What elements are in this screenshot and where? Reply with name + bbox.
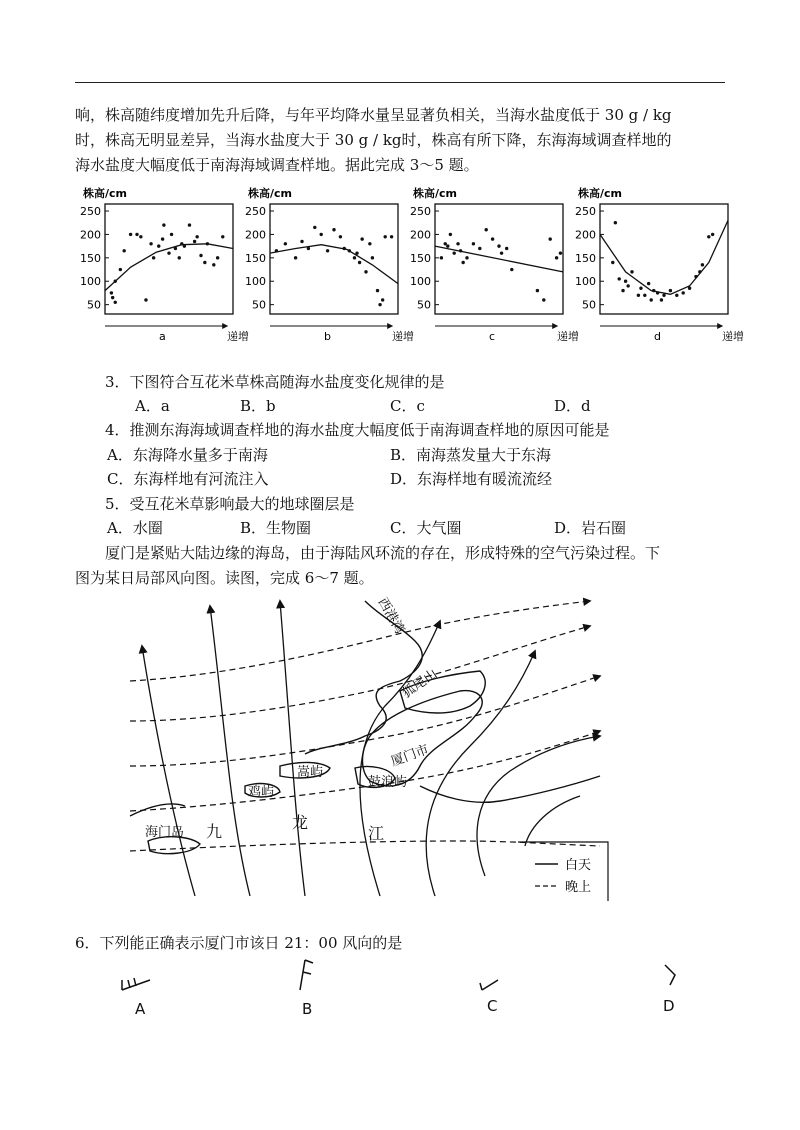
label-long: 龙 — [292, 813, 309, 832]
data-point — [300, 240, 303, 243]
y-tick-label: 50 — [582, 298, 596, 312]
q4-option-a[interactable]: A．东海降水量多于南海 — [107, 446, 268, 464]
data-point — [216, 256, 219, 259]
data-point — [656, 291, 659, 294]
data-point — [637, 294, 640, 297]
data-point — [360, 237, 363, 240]
data-point — [174, 247, 177, 250]
data-point — [135, 233, 138, 236]
y-tick-label: 100 — [80, 275, 101, 289]
data-point — [343, 247, 346, 250]
y-tick-label: 250 — [410, 205, 431, 219]
q5-option-c[interactable]: C．大气圈 — [390, 519, 462, 537]
data-point — [284, 242, 287, 245]
y-tick-label: 50 — [417, 298, 431, 312]
data-point — [536, 289, 539, 292]
data-point — [669, 289, 672, 292]
x-axis-label: 递增 — [392, 330, 414, 343]
chart-label: d — [654, 330, 661, 343]
chart-frame — [270, 204, 398, 314]
wind-symbol-d[interactable] — [665, 965, 675, 985]
scatter-charts — [75, 186, 744, 356]
data-point — [157, 244, 160, 247]
data-point — [381, 298, 384, 301]
data-point — [199, 254, 202, 257]
night-wind-lines — [130, 601, 600, 851]
data-point — [505, 247, 508, 250]
chart-a — [80, 186, 249, 343]
label-huweishan: 狐尾山 — [399, 666, 441, 702]
y-tick-label: 50 — [252, 298, 266, 312]
data-point — [114, 301, 117, 304]
y-axis-label: 株高/cm — [83, 187, 127, 200]
legend-night-label: 晚上 — [565, 880, 592, 895]
day-line-3 — [280, 601, 305, 896]
data-point — [491, 237, 494, 240]
data-point — [630, 270, 633, 273]
y-tick-label: 150 — [410, 251, 431, 265]
data-point — [114, 280, 117, 283]
data-point — [614, 221, 617, 224]
y-tick-label: 200 — [575, 228, 596, 242]
data-point — [355, 251, 358, 254]
intro-paragraph — [75, 103, 725, 178]
y-tick-label: 250 — [575, 205, 596, 219]
chart-d — [575, 186, 744, 343]
data-point — [618, 277, 621, 280]
data-point — [307, 247, 310, 250]
map-legend — [518, 842, 608, 901]
data-point — [444, 242, 447, 245]
intro-line-3: 海水盐度大幅度低于南海海域调查样地。据此完成 3～5 题。 — [75, 156, 479, 174]
data-point — [660, 298, 663, 301]
data-point — [378, 303, 381, 306]
data-point — [643, 294, 646, 297]
wind-symbol-b[interactable] — [300, 960, 313, 990]
data-point — [459, 249, 462, 252]
data-point — [440, 256, 443, 259]
data-point — [472, 242, 475, 245]
chart-frame — [105, 204, 233, 314]
coastline — [130, 601, 600, 854]
data-point — [478, 247, 481, 250]
y-axis-label: 株高/cm — [578, 187, 622, 200]
data-point — [206, 242, 209, 245]
data-point — [390, 235, 393, 238]
question-5-stem: 5．受互花米草影响最大的地球圈层是 — [105, 495, 355, 513]
trend-line — [270, 245, 398, 284]
y-tick-label: 200 — [410, 228, 431, 242]
data-point — [195, 235, 198, 238]
label-gulangyu: 鼓浪屿 — [368, 775, 408, 790]
question-4-stem: 4．推测东海海域调查样地的海水盐度大幅度低于南海调查样地的原因可能是 — [105, 421, 610, 439]
data-point — [193, 240, 196, 243]
data-point — [178, 256, 181, 259]
data-point — [119, 268, 122, 271]
y-tick-label: 150 — [80, 251, 101, 265]
data-point — [639, 287, 642, 290]
data-point — [368, 242, 371, 245]
west-coast — [130, 804, 185, 816]
data-point — [510, 268, 513, 271]
data-point — [203, 261, 206, 264]
label-haimendao: 海门岛 — [145, 825, 185, 840]
data-point — [650, 298, 653, 301]
data-point — [456, 242, 459, 245]
data-point — [221, 235, 224, 238]
legend-day-label: 白天 — [565, 858, 592, 873]
data-point — [161, 237, 164, 240]
q5-option-b[interactable]: B．生物圈 — [240, 519, 312, 537]
question-6-stem: 6．下列能正确表示厦门市该日 21：00 风向的是 — [75, 934, 403, 952]
q3-option-b[interactable]: B．b — [240, 397, 276, 415]
data-point — [698, 270, 701, 273]
trend-line — [435, 246, 563, 272]
data-point — [461, 261, 464, 264]
header-rule — [75, 82, 725, 83]
data-point — [647, 282, 650, 285]
data-point — [500, 251, 503, 254]
wind-direction-options — [100, 950, 720, 1030]
data-point — [453, 251, 456, 254]
q4-option-c[interactable]: C．东海样地有河流注入 — [107, 470, 269, 488]
data-point — [559, 251, 562, 254]
data-point — [183, 244, 186, 247]
x-axis-label: 递增 — [227, 330, 249, 343]
data-point — [542, 298, 545, 301]
q6-option-a[interactable]: A — [135, 1000, 146, 1018]
q3-option-a[interactable]: A．a — [135, 397, 170, 415]
wind-symbol-c[interactable] — [480, 980, 498, 990]
legend-frame — [518, 842, 608, 901]
wind-symbols — [122, 960, 675, 990]
data-point — [332, 228, 335, 231]
passage-2-line-1: 厦门是紧贴大陆边缘的海岛，由于海陆风环流的存在，形成特殊的空气污染过程。下 — [105, 544, 661, 562]
q3-option-c[interactable]: C．c — [390, 397, 425, 415]
data-point — [611, 261, 614, 264]
data-point — [707, 235, 710, 238]
data-point — [497, 244, 500, 247]
data-point — [384, 235, 387, 238]
data-point — [711, 233, 714, 236]
y-tick-label: 100 — [575, 275, 596, 289]
night-line-2 — [130, 626, 590, 721]
data-point — [485, 228, 488, 231]
chart-frame — [600, 204, 728, 314]
night-line-1 — [130, 601, 590, 681]
data-point — [449, 233, 452, 236]
day-line-2 — [210, 606, 250, 896]
data-point — [701, 263, 704, 266]
data-point — [110, 291, 113, 294]
y-tick-label: 100 — [410, 275, 431, 289]
x-axis-label: 递增 — [557, 330, 579, 343]
data-point — [376, 289, 379, 292]
data-point — [339, 235, 342, 238]
data-point — [188, 223, 191, 226]
label-xiamenshi: 厦门市 — [389, 742, 432, 770]
data-point — [180, 242, 183, 245]
data-point — [662, 294, 665, 297]
data-point — [364, 270, 367, 273]
data-point — [139, 235, 142, 238]
wind-direction-map — [130, 596, 610, 901]
chart-label: b — [324, 330, 331, 343]
wind-option-labels — [135, 997, 675, 1018]
day-line-1 — [142, 646, 195, 896]
data-point — [212, 263, 215, 266]
data-point — [170, 233, 173, 236]
data-point — [358, 261, 361, 264]
intro-line-2: 时，株高无明显差异，当海水盐度大于 30 g / kg时，株高有所下降，东海海域调查样地的 — [75, 131, 672, 149]
q3-option-d[interactable]: D．d — [554, 397, 591, 415]
data-point — [624, 280, 627, 283]
y-axis-label: 株高/cm — [248, 187, 292, 200]
day-wind-lines — [142, 601, 600, 896]
y-tick-label: 100 — [245, 275, 266, 289]
q4-option-b[interactable]: B．南海蒸发量大于东海 — [390, 446, 552, 464]
label-jiyu: 鸡屿 — [248, 785, 275, 800]
data-point — [621, 289, 624, 292]
chart-label: c — [489, 330, 496, 343]
data-point — [313, 226, 316, 229]
q6-option-d[interactable]: D — [663, 997, 675, 1015]
passage-2-line-2: 图为某日局部风向图。读图，完成 6～7 题。 — [75, 569, 374, 587]
data-point — [675, 294, 678, 297]
passage-2 — [75, 541, 725, 591]
data-point — [688, 287, 691, 290]
data-point — [446, 244, 449, 247]
data-point — [555, 256, 558, 259]
data-point — [111, 296, 114, 299]
data-point — [144, 298, 147, 301]
place-labels — [145, 595, 440, 843]
data-point — [167, 251, 170, 254]
question-3-stem: 3．下图符合互花米草株高随海水盐度变化规律的是 — [105, 373, 445, 391]
data-point — [694, 275, 697, 278]
data-point — [626, 284, 629, 287]
intro-line-1: 响，株高随纬度增加先升后降，与年平均降水量呈显著负相关，当海水盐度低于 30 g / kg — [75, 106, 672, 124]
y-tick-label: 250 — [80, 205, 101, 219]
data-point — [149, 242, 152, 245]
y-tick-label: 50 — [87, 298, 101, 312]
q4-option-d[interactable]: D．东海样地有暖流流经 — [390, 470, 553, 488]
label-jiu: 九 — [206, 822, 223, 841]
data-point — [326, 249, 329, 252]
trend-line — [600, 220, 728, 294]
y-tick-label: 200 — [245, 228, 266, 242]
q5-option-a[interactable]: A．水圈 — [107, 519, 163, 537]
data-point — [275, 249, 278, 252]
chart-b — [245, 186, 414, 343]
data-point — [549, 237, 552, 240]
q5-option-d[interactable]: D．岩石圈 — [554, 519, 627, 537]
data-point — [371, 256, 374, 259]
label-jiang: 江 — [368, 824, 385, 843]
y-tick-label: 200 — [80, 228, 101, 242]
data-point — [152, 256, 155, 259]
wind-symbol-a[interactable] — [122, 978, 150, 990]
day-line-7 — [525, 796, 580, 846]
data-point — [652, 289, 655, 292]
data-point — [348, 249, 351, 252]
data-point — [294, 256, 297, 259]
y-tick-label: 150 — [575, 251, 596, 265]
label-songyu: 嵩屿 — [297, 765, 324, 780]
day-line-5 — [426, 651, 535, 896]
q6-option-c[interactable]: C — [487, 997, 498, 1015]
q6-option-b[interactable]: B — [302, 1000, 313, 1018]
y-tick-label: 150 — [245, 251, 266, 265]
day-line-6 — [477, 736, 600, 876]
chart-label: a — [159, 330, 166, 343]
data-point — [123, 249, 126, 252]
y-axis-label: 株高/cm — [413, 187, 457, 200]
data-point — [682, 291, 685, 294]
y-tick-label: 250 — [245, 205, 266, 219]
night-line-3 — [130, 676, 600, 766]
data-point — [129, 233, 132, 236]
data-point — [465, 256, 468, 259]
data-point — [162, 223, 165, 226]
data-point — [320, 233, 323, 236]
x-axis-label: 递增 — [722, 330, 744, 343]
data-point — [353, 256, 356, 259]
label-xigangwan: 西港湾 — [374, 595, 408, 637]
chart-c — [410, 186, 579, 343]
